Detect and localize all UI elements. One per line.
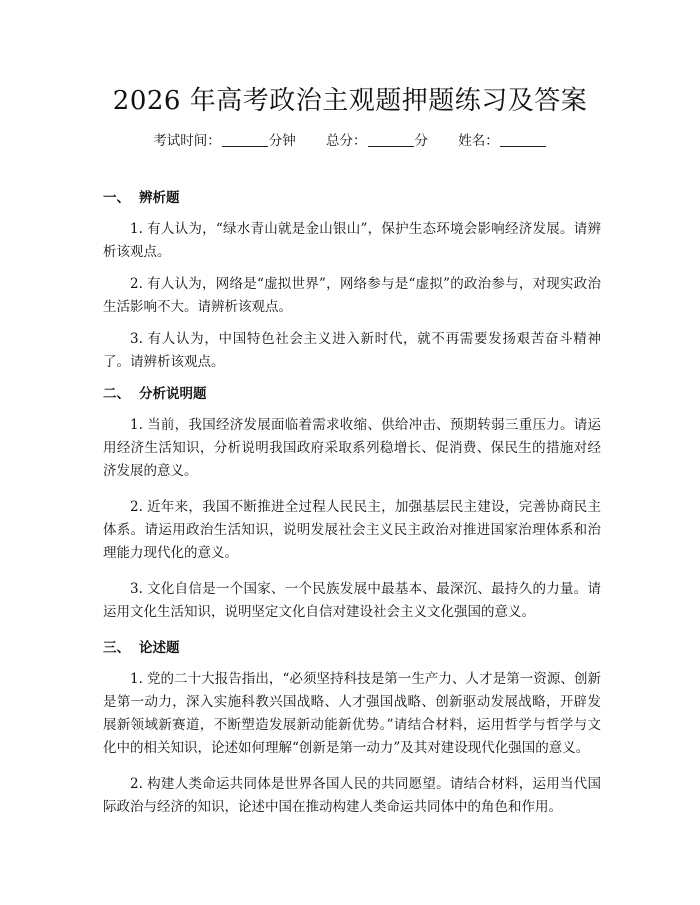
section-title: 辨析题 <box>139 190 180 206</box>
section-heading <box>103 637 601 659</box>
exam-time-blank <box>222 132 268 147</box>
question-number: 3. <box>130 581 143 597</box>
name-label: 姓名： <box>458 133 499 149</box>
section-heading <box>103 383 601 405</box>
question-number: 1. <box>130 671 143 687</box>
question-number: 2. <box>130 499 143 515</box>
question-number: 3. <box>130 331 143 347</box>
section-heading <box>103 187 601 209</box>
question-text: 近年来，我国不断推进全过程人民民主，加强基层民主建设，完善协商民主体系。请运用政治生活知识，说明发展社会主义民主政治对推进国家治理体系和治理能力现代化的意义。 <box>103 499 601 561</box>
question-number: 2. <box>130 276 143 292</box>
section-number: 一、 <box>103 190 130 206</box>
page-title: 2026 年高考政治主观题押题练习及答案 <box>112 86 588 116</box>
exam-info-line <box>0 131 700 151</box>
question-text: 当前，我国经济发展面临着需求收缩、供给冲击、预期转弱三重压力。请运用经济生活知识，分析说明我国政府采取系列稳增长、促消费、保民生的措施对经济发展的意义。 <box>103 417 601 479</box>
section-analysis-judgement <box>103 187 601 374</box>
question-text: 构建人类命运共同体是世界各国人民的共同愿望。请结合材料，运用当代国际政治与经济的知识，论述中国在推动构建人类命运共同体中的角色和作用。 <box>103 776 601 815</box>
section-analysis-explanation <box>103 383 601 624</box>
exam-time-unit: 分钟 <box>268 133 296 149</box>
question-number: 1. <box>130 221 143 237</box>
question-item <box>103 668 601 760</box>
question-text: 文化自信是一个国家、一个民族发展中最基本、最深沉、最持久的力量。请运用文化生活知识，说明坚定文化自信对建设社会主义文化强国的意义。 <box>103 581 601 620</box>
question-content <box>103 187 601 828</box>
total-score-unit: 分 <box>414 133 428 149</box>
question-number: 1. <box>130 417 143 433</box>
exam-time-label: 考试时间： <box>153 133 221 149</box>
question-item <box>103 414 601 483</box>
question-text: 有人认为，“绿水青山就是金山银山”，保护生态环境会影响经济发展。请辨析该观点。 <box>103 221 601 260</box>
question-text: 有人认为，网络是“虚拟世界”，网络参与是“虚拟”的政治参与，对现实政治生活影响不大。请辨析该观点。 <box>103 276 601 315</box>
total-score-blank <box>368 132 414 147</box>
section-number: 三、 <box>103 640 130 656</box>
name-blank <box>500 132 546 147</box>
question-text: 有人认为，中国特色社会主义进入新时代，就不再需要发扬艰苦奋斗精神了。请辨析该观点。 <box>103 331 601 370</box>
question-item <box>103 578 601 624</box>
section-number: 二、 <box>103 386 130 402</box>
question-text: 党的二十大报告指出，“必须坚持科技是第一生产力、人才是第一资源、创新是第一动力，深入实施科教兴国战略、人才强国战略、创新驱动发展战略，开辟发展新领域新赛道，不断塑造发展新动能新优势。”请结合材料，运用哲学与哲学与文化中的相关知识，论述如何理解“创新是第一动力”及其对建设现代化强国的意义。 <box>103 671 601 756</box>
section-title: 论述题 <box>139 640 180 656</box>
question-item <box>103 273 601 319</box>
name-field <box>458 131 547 151</box>
question-item <box>103 328 601 374</box>
exam-time-field <box>153 131 296 151</box>
total-score-field <box>326 131 428 151</box>
question-number: 2. <box>130 776 143 792</box>
question-item <box>103 773 601 819</box>
question-item <box>103 496 601 565</box>
total-score-label: 总分： <box>326 133 367 149</box>
section-essay <box>103 637 601 819</box>
section-title: 分析说明题 <box>139 386 207 402</box>
question-item <box>103 218 601 264</box>
